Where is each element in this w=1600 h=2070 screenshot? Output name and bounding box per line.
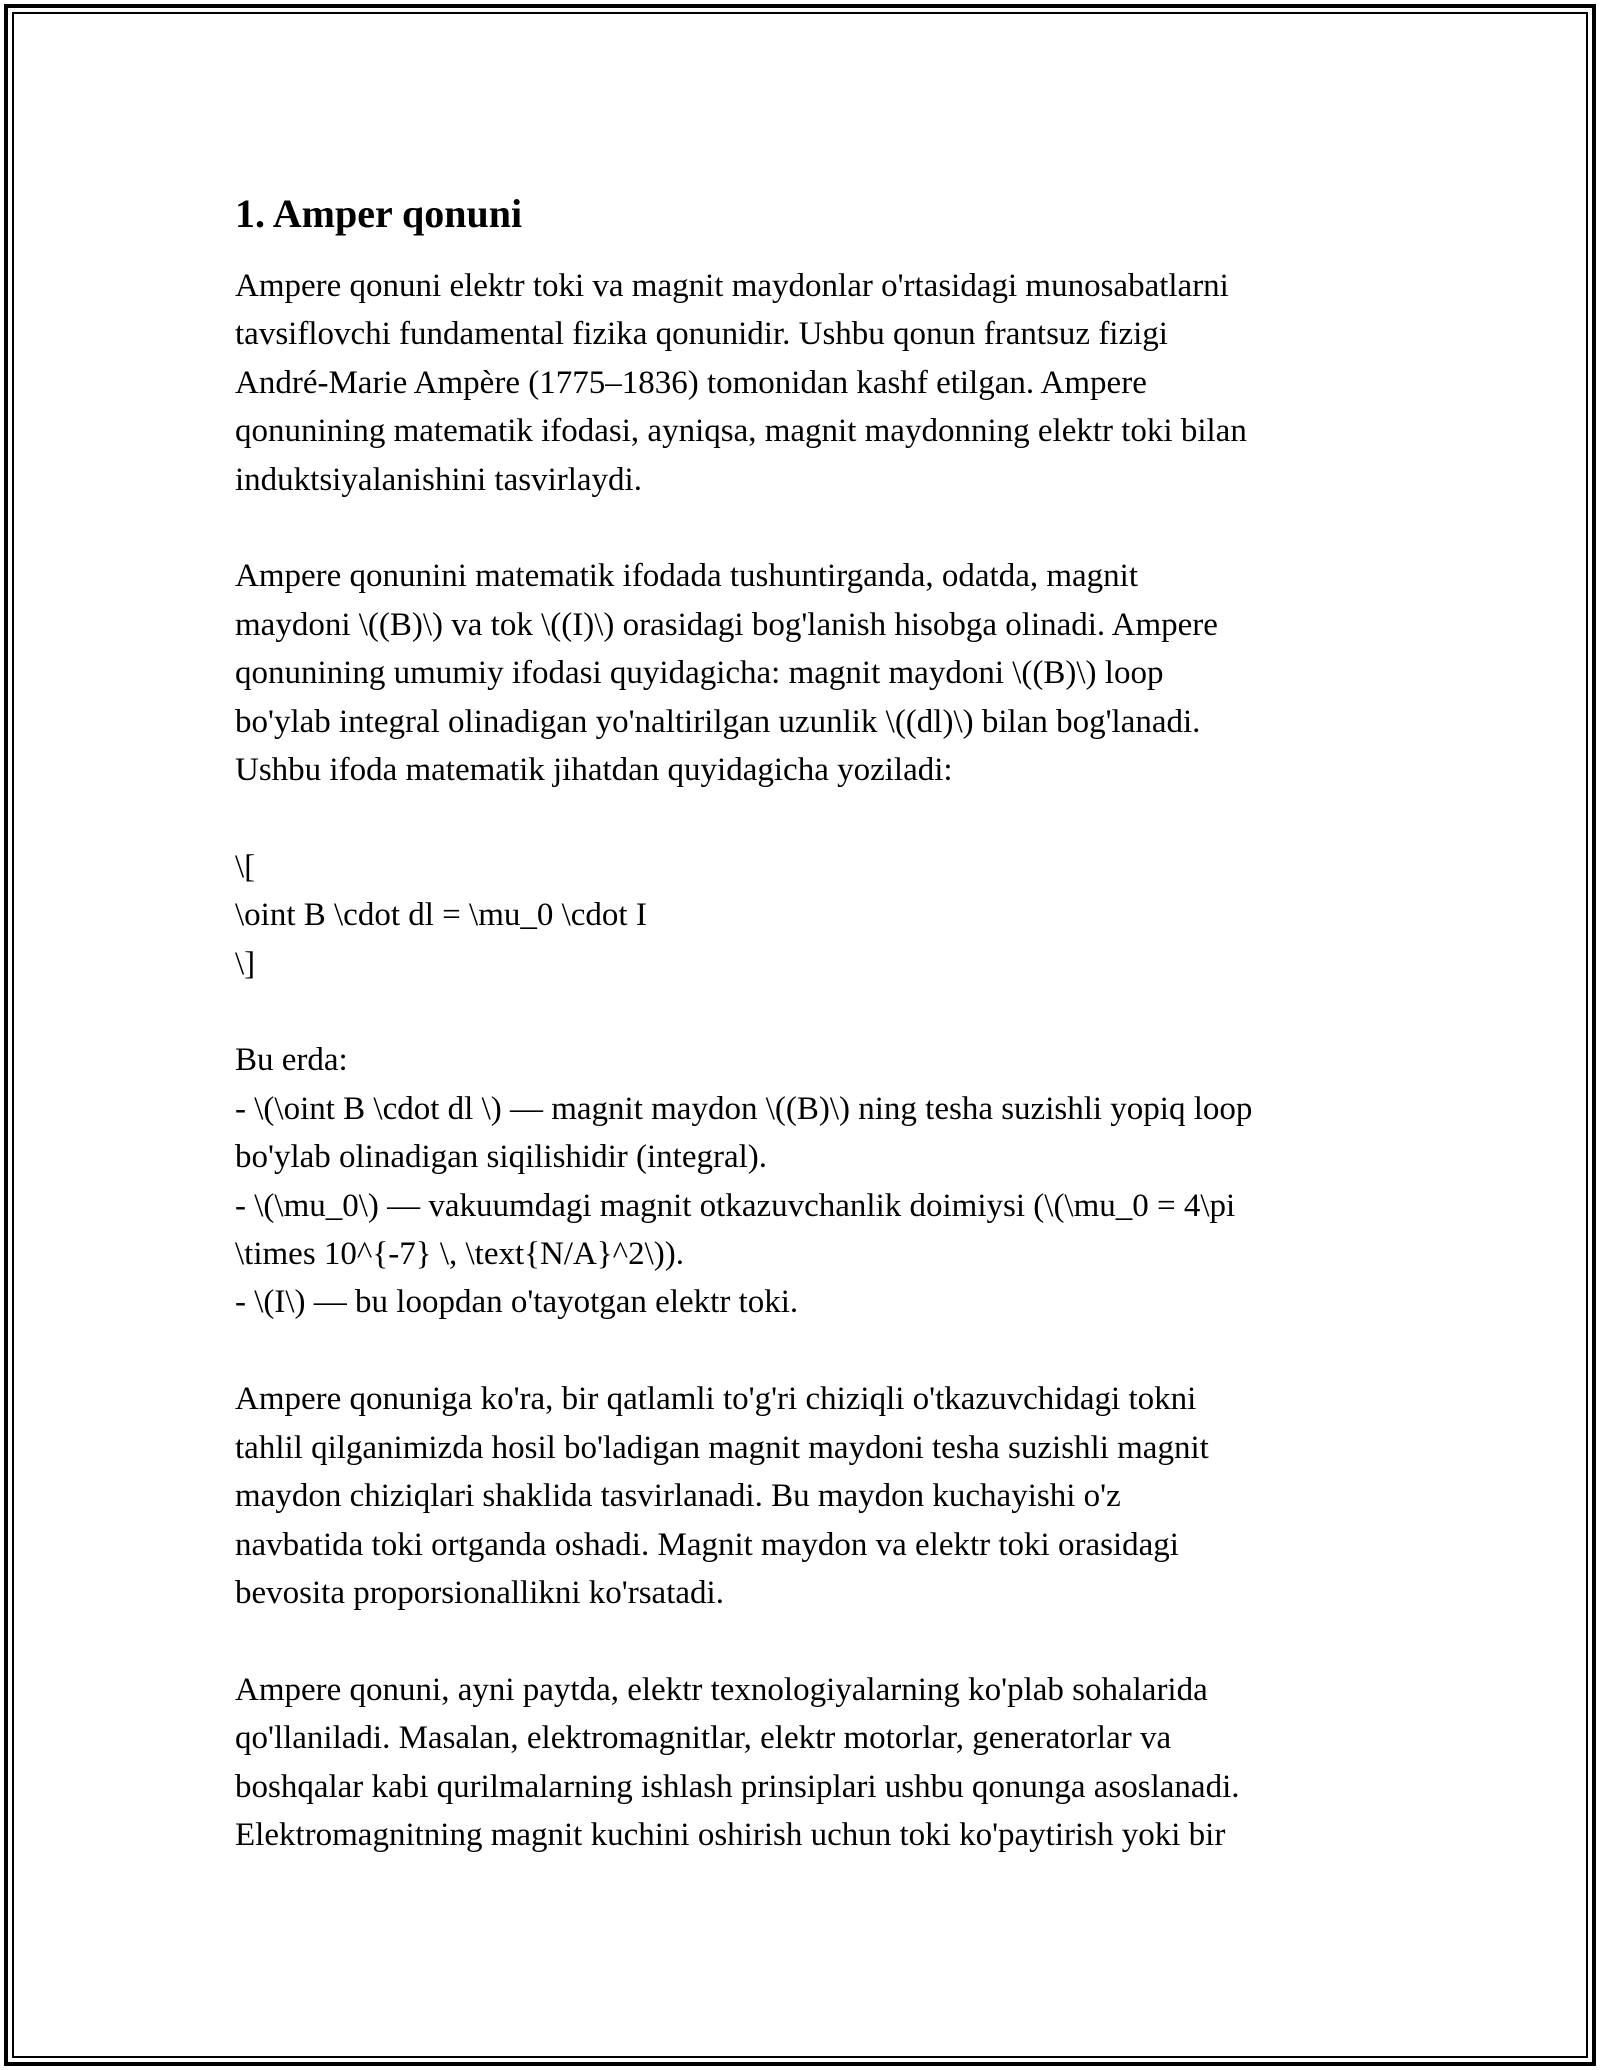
definition-item: \times 10^{-7} \, \text{N/A}^2\)). xyxy=(235,1236,685,1273)
text-line: tavsiflovchi fundamental fizika qonunidir. Ushbu qonun frantsuz fizigi xyxy=(235,316,1168,353)
definition-item: - \(I\) — bu loopdan o'tayotgan elektr toki. xyxy=(235,1284,799,1321)
text-line: Ampere qonuni elektr toki va magnit maydonlar o'rtasidagi munosabatlarni xyxy=(235,268,1229,304)
text-line: maydon chiziqlari shaklida tasvirlanadi. Bu maydon kuchayishi o'z xyxy=(235,1478,1121,1515)
definitions-intro: Bu erda: xyxy=(235,1042,348,1079)
definition-item: bo'ylab olinadigan siqilishidir (integral). xyxy=(235,1139,768,1176)
text-line: Ampere qonuni, ayni paytda, elektr texnologiyalarning ko'plab sohalarida xyxy=(235,1671,1208,1708)
text-line: navbatida toki ortganda oshadi. Magnit maydon va elektr toki orasidagi xyxy=(235,1526,1179,1563)
paragraph-intro xyxy=(235,262,1415,504)
document-body xyxy=(235,190,1415,1908)
text-line: Ampere qonuniga ko'ra, bir qatlamli to'g'ri chiziqli o'tkazuvchidagi tokni xyxy=(235,1381,1197,1418)
formula-block xyxy=(235,843,1415,988)
formula-line: \[ xyxy=(235,848,256,885)
formula-line: \oint B \cdot dl = \mu_0 \cdot I xyxy=(235,897,647,934)
formula-line: \] xyxy=(235,945,256,982)
text-line: qonunining matematik ifodasi, ayniqsa, magnit maydonning elektr toki bilan xyxy=(235,413,1247,450)
text-line: André-Marie Ampère (1775–1836) tomonidan kashf etilgan. Ampere xyxy=(235,364,1147,401)
paragraph-math-explanation xyxy=(235,552,1415,794)
text-line: induktsiyalanishini tasvirlaydi. xyxy=(235,461,642,498)
text-line: Elektromagnitning magnit kuchini oshirish uchun toki ko'paytirish yoki bir xyxy=(235,1816,1226,1853)
definition-item: - \(\mu_0\) — vakuumdagi magnit otkazuvchanlik doimiysi (\(\mu_0 = 4\pi xyxy=(235,1187,1236,1224)
text-line: bevosita proporsionallikni ko'rsatadi. xyxy=(235,1574,724,1611)
text-line: qonunining umumiy ifodasi quyidagicha: magnit maydoni \((B)\) loop xyxy=(235,655,1164,692)
text-line: tahlil qilganimizda hosil bo'ladigan magnit maydoni tesha suzishli magnit xyxy=(235,1429,1209,1466)
paragraph-magnetic-field xyxy=(235,1375,1415,1617)
text-line: bo'ylab integral olinadigan yo'naltirilgan uzunlik \((dl)\) bilan bog'lanadi. xyxy=(235,703,1201,740)
text-line: qo'llaniladi. Masalan, elektromagnitlar, elektr motorlar, generatorlar va xyxy=(235,1720,1172,1757)
text-line: maydoni \((B)\) va tok \((I)\) orasidagi bog'lanish hisobga olinadi. Ampere xyxy=(235,606,1218,643)
paragraph-applications xyxy=(235,1666,1415,1860)
definitions-list xyxy=(235,1036,1415,1326)
section-heading: 1. Amper qonuni xyxy=(235,191,523,236)
text-line: boshqalar kabi qurilmalarning ishlash prinsiplari ushbu qonunga asoslanadi. xyxy=(235,1768,1240,1805)
text-line: Ushbu ifoda matematik jihatdan quyidagicha yoziladi: xyxy=(235,752,953,789)
text-line: Ampere qonunini matematik ifodada tushuntirganda, odatda, magnit xyxy=(235,558,1139,595)
definition-item: - \(\oint B \cdot dl \) — magnit maydon \((B)\) ning tesha suzishli yopiq loop xyxy=(235,1090,1253,1127)
